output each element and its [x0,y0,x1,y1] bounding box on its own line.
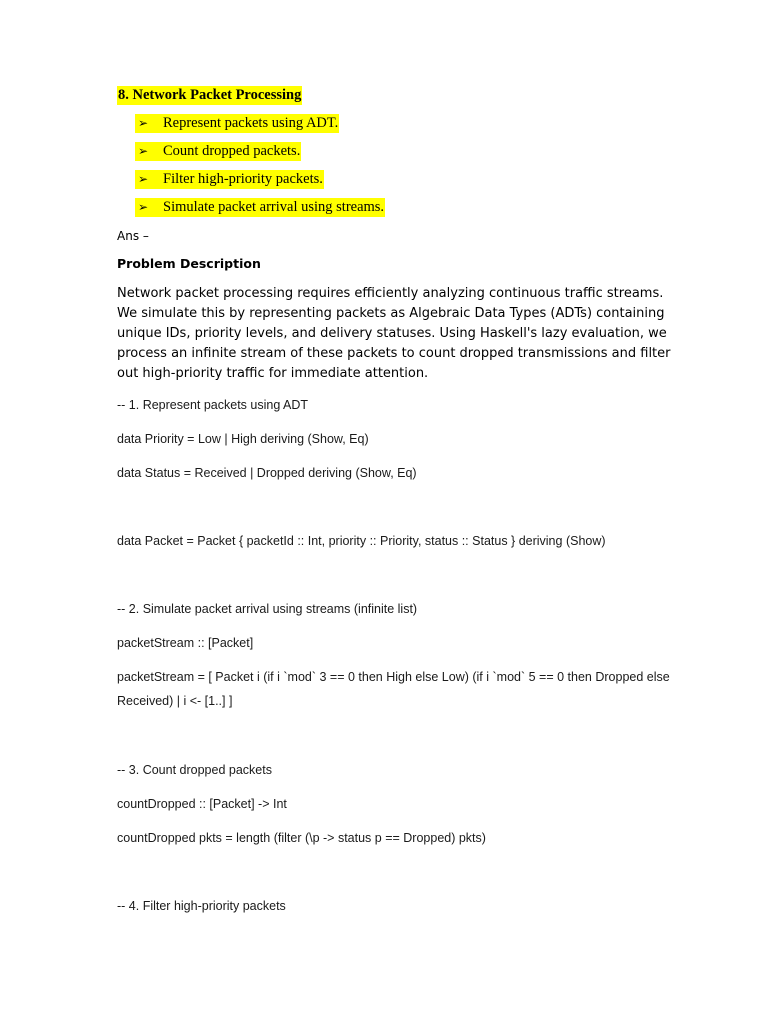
paragraph-line: process an infinite stream of these packets to count dropped transmissions and filter [117,346,671,361]
section-heading: 8. Network Packet Processing [118,87,302,103]
code-comment: -- 3. Count dropped packets [117,763,272,777]
code-comment: -- 1. Represent packets using ADT [117,398,309,412]
problem-description-paragraph [117,284,671,384]
list-item-text: Filter high-priority packets. [163,171,323,187]
list-item-text: Represent packets using ADT. [163,115,339,131]
task-list [135,114,385,226]
arrow-bullet-icon: ➢ [138,144,149,158]
list-item [135,114,385,142]
list-item-text: Simulate packet arrival using streams. [163,199,385,215]
code-line: packetStream :: [Packet] [117,636,254,650]
code-line: packetStream = [ Packet i (if i `mod` 3 == 0 then High else Low) (if i `mod` 5 == 0 then Dropped else [117,670,670,684]
code-line: Received) | i <- [1..] ] [117,694,233,708]
code-comment: -- 2. Simulate packet arrival using streams (infinite list) [117,602,418,616]
arrow-bullet-icon: ➢ [138,200,149,214]
problem-description-title: Problem Description [117,256,261,271]
code-line: data Status = Received | Dropped deriving (Show, Eq) [117,466,417,480]
paragraph-line: out high-priority traffic for immediate attention. [117,366,429,381]
list-item [135,198,385,226]
list-item [135,170,385,198]
arrow-bullet-icon: ➢ [138,116,149,130]
list-item [135,142,385,170]
list-item-text: Count dropped packets. [163,143,301,159]
arrow-bullet-icon: ➢ [138,172,149,186]
paragraph-line: We simulate this by representing packets as Algebraic Data Types (ADTs) containing [117,306,665,321]
code-comment: -- 4. Filter high-priority packets [117,899,286,913]
paragraph-line: unique IDs, priority levels, and delivery statuses. Using Haskell's lazy evaluation, we [117,326,667,341]
paragraph-line: Network packet processing requires efficiently analyzing continuous traffic streams. [117,286,664,301]
code-line: countDropped pkts = length (filter (\p -> status p == Dropped) pkts) [117,831,486,845]
code-line: countDropped :: [Packet] -> Int [117,797,287,811]
code-line: data Priority = Low | High deriving (Show, Eq) [117,432,369,446]
code-line: data Packet = Packet { packetId :: Int, priority :: Priority, status :: Status } deriving (Show) [117,534,606,548]
answer-label: Ans – [117,229,149,243]
